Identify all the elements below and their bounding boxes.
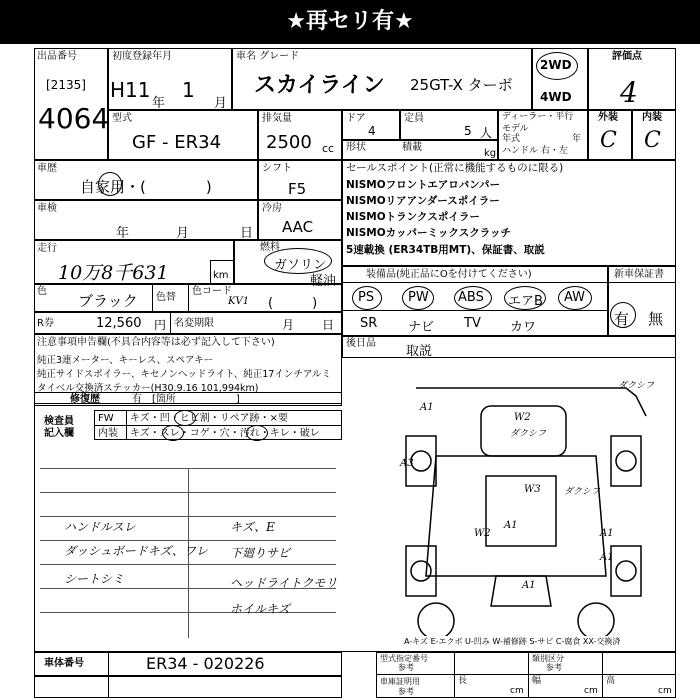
capacity-unit: 人 bbox=[480, 126, 493, 140]
shape-label: 形状 bbox=[346, 142, 366, 153]
dealer-label: ディーラー・平行 bbox=[502, 112, 574, 122]
handnote-right-1: キズ、E bbox=[230, 520, 275, 534]
later-label: 後日品 bbox=[346, 338, 376, 349]
history-circle-mark bbox=[98, 172, 122, 196]
drive-circle-mark bbox=[536, 52, 578, 80]
equipment-pw: PW bbox=[408, 290, 429, 305]
load-label: 積載 bbox=[402, 142, 422, 153]
first-reg-month: 1 bbox=[182, 78, 195, 102]
equipment-header: 装備品(純正品にOを付けてください) bbox=[366, 269, 532, 280]
capacity-value: 5 bbox=[464, 124, 472, 138]
footer-ref-2: 参考 bbox=[546, 663, 562, 672]
inspection-month: 月 bbox=[176, 226, 190, 241]
interior-label: 内装 bbox=[642, 112, 662, 123]
recycle-unit: 円 bbox=[154, 318, 167, 332]
equipment-circle-ps bbox=[352, 286, 382, 310]
equipment-abs: ABS bbox=[458, 290, 484, 305]
handle-label: ハンドル 右・左 bbox=[502, 146, 568, 156]
sales-points-header: セールスポイント(正常に機能するものに限る) bbox=[346, 162, 564, 174]
notes-line-1: 純正3連メーター、キーレス、スペアキー bbox=[37, 355, 214, 366]
inspector-fw: FW bbox=[98, 413, 114, 424]
chassis-extra-divider bbox=[108, 676, 109, 698]
sales-point-1: NISMOフロントエアロバンパー bbox=[346, 179, 500, 191]
diagram-cabin bbox=[486, 476, 556, 546]
name-change-month: 月 bbox=[282, 318, 295, 332]
mileage-value: 10万8千631 bbox=[58, 262, 169, 284]
diagram-wheel-fr bbox=[616, 451, 636, 471]
drive-4wd: 4WD bbox=[540, 90, 572, 104]
diagram-legend: A-キズ E-エクボ U-凹み W-補修跡 S-サビ C-腐食 XX-交換済 bbox=[404, 637, 621, 646]
equipment-circle-pw bbox=[402, 286, 434, 310]
diagram-mark-2: A1 bbox=[420, 402, 434, 413]
equipment-circle-abs bbox=[454, 286, 492, 310]
handnote-right-2: 下廻りサビ bbox=[230, 546, 291, 560]
fuel-label: 燃料 bbox=[260, 242, 280, 253]
inspector-circle-1 bbox=[174, 410, 196, 426]
footer-col-2 bbox=[528, 652, 529, 698]
name-change-label: 名変期限 bbox=[174, 318, 214, 329]
footer-length-unit: cm bbox=[510, 686, 524, 696]
equipment-circle-airbag bbox=[504, 286, 546, 310]
doors-label: ドア bbox=[346, 113, 366, 124]
shift-value: F5 bbox=[288, 180, 307, 198]
model-year-label1: モデル bbox=[502, 124, 529, 134]
shift-label: シフト bbox=[262, 163, 292, 174]
inspector-circle-3 bbox=[246, 425, 268, 441]
color-divider-2 bbox=[188, 284, 189, 312]
diagram-wheel-rr bbox=[616, 561, 636, 581]
interior-value: C bbox=[644, 128, 661, 153]
diagram-mark-10: A1 bbox=[600, 528, 614, 539]
inspector-interior: 内装 bbox=[98, 428, 118, 439]
footer-class-label: 類別区分 bbox=[532, 654, 564, 663]
diagram-mark-3: W2 bbox=[514, 412, 531, 423]
color-label: 色 bbox=[37, 286, 47, 297]
color-change-label: 色替 bbox=[156, 292, 176, 303]
diagram-mark-1: ダクシフ bbox=[618, 381, 655, 391]
later-value: 取説 bbox=[406, 344, 433, 359]
diagram-body bbox=[426, 456, 606, 576]
model-name-label: 車名 グレード bbox=[236, 51, 300, 62]
equipment-divider-2 bbox=[342, 310, 608, 311]
history-label: 車歴 bbox=[37, 163, 57, 174]
footer-length: 長 bbox=[458, 676, 468, 686]
inspector-interior-text: キズ・スレ・コゲ・穴・汚れ・キレ・破レ bbox=[130, 428, 320, 439]
equipment-navi: ナビ bbox=[408, 320, 435, 335]
handnote-right-4: ホイルキズ bbox=[230, 602, 290, 616]
score-label: 評価点 bbox=[612, 51, 642, 62]
equipment-aw: AW bbox=[564, 290, 586, 305]
notes-line-2: 純正サイドスポイラー、キセノンヘッドライト、純正17インチアルミ bbox=[37, 369, 331, 380]
lot-number: 4064 bbox=[38, 102, 110, 135]
fuel-diesel: 軽油 bbox=[310, 274, 337, 289]
capacity-label: 定員 bbox=[404, 113, 424, 124]
diagram-top-curve bbox=[416, 388, 646, 416]
inspector-col-divider bbox=[126, 410, 127, 440]
inspection-box bbox=[34, 200, 258, 240]
exterior-value: C bbox=[600, 128, 617, 153]
warranty-divider bbox=[608, 282, 676, 283]
recycle-label: R券 bbox=[37, 318, 54, 329]
ac-label: 冷房 bbox=[262, 203, 282, 214]
footer-height: 高 bbox=[606, 676, 616, 686]
color-value: ブラック bbox=[78, 292, 138, 310]
equipment-circle-aw bbox=[558, 286, 592, 310]
warranty-circle-mark bbox=[610, 302, 636, 328]
displacement-value: 2500 bbox=[266, 132, 312, 153]
inspector-circle-2 bbox=[162, 425, 184, 441]
equipment-airbag: エアB bbox=[508, 294, 543, 309]
fuel-gasoline: ガソリン bbox=[274, 258, 327, 273]
footer-width: 幅 bbox=[532, 676, 542, 686]
first-reg-year-unit: 年 bbox=[152, 96, 166, 111]
fuel-other: ( ) bbox=[268, 296, 318, 311]
chassis-divider bbox=[108, 652, 109, 676]
footer-divider bbox=[376, 674, 676, 675]
score-value: 4 bbox=[620, 76, 638, 109]
inspection-year: 年 bbox=[116, 226, 130, 241]
lot-label: 出品番号 bbox=[37, 51, 77, 62]
color-code-value: KV1 bbox=[228, 296, 250, 307]
inspection-day: 日 bbox=[240, 226, 254, 241]
handnote-left-3: シートシミ bbox=[64, 572, 125, 586]
recycle-value: 12,560 bbox=[96, 316, 142, 331]
footer-ref-1: 参考 bbox=[398, 663, 414, 672]
notes-header: 注意事項申告欄(不具合内容等は必ず記入して下さい) bbox=[37, 337, 275, 348]
drive-2wd: 2WD bbox=[540, 58, 572, 72]
auction-sheet bbox=[34, 48, 676, 698]
inspector-fw-text: キズ・凹・ヒビ割・リペア跡・×要 bbox=[130, 413, 288, 424]
footer-width-unit: cm bbox=[584, 686, 598, 696]
mileage-unit: km bbox=[213, 270, 229, 281]
inspection-label: 車検 bbox=[37, 203, 57, 214]
warranty-yes: 有 bbox=[614, 310, 630, 328]
handnote-left-2: ダッシュボードキズ、ワレ bbox=[64, 544, 208, 558]
footer-ref-3: 参考 bbox=[398, 687, 414, 696]
chassis-value: ER34 - 020226 bbox=[146, 654, 265, 673]
equipment-leather: カワ bbox=[510, 320, 537, 335]
model-name: スカイライン bbox=[254, 73, 385, 98]
repair-location: [箇所 ] bbox=[152, 394, 240, 405]
diagram-spare-left bbox=[418, 603, 454, 636]
diagram-wheel-rl bbox=[411, 561, 431, 581]
load-unit: kg bbox=[484, 148, 497, 159]
equipment-divider bbox=[342, 282, 608, 283]
name-change-day: 日 bbox=[322, 318, 335, 332]
inspector-divider bbox=[94, 425, 342, 426]
footer-height-unit: cm bbox=[658, 686, 672, 696]
recycle-divider bbox=[170, 312, 171, 334]
diagram-spare-right bbox=[578, 603, 614, 636]
history-value: 自家用・( ) bbox=[80, 178, 212, 196]
warranty-header: 新車保証書 bbox=[614, 269, 664, 280]
sales-point-3: NISMOトランクスポイラー bbox=[346, 211, 480, 223]
sales-point-2: NISMOリアアンダースポイラー bbox=[346, 195, 500, 207]
first-reg-month-unit: 月 bbox=[214, 96, 228, 111]
car-diagram bbox=[396, 376, 666, 636]
footer-cert-label: 車庫証明用 bbox=[380, 677, 420, 686]
type-label: 型式 bbox=[112, 113, 132, 124]
model-year-unit: 年 bbox=[572, 134, 582, 144]
diagram-mark-12: A1 bbox=[600, 552, 614, 563]
model-grade: 25GT-X ターボ bbox=[410, 76, 513, 94]
color-code-label: 色コード bbox=[192, 286, 232, 297]
diagram-mark-4: ダクシフ bbox=[510, 429, 547, 439]
footer-type-label: 型式指定番号 bbox=[380, 654, 428, 663]
diagram-mark-9: W2 bbox=[474, 528, 491, 539]
equipment-tv: TV bbox=[464, 316, 481, 331]
sales-point-4: NISMOカッパーミックスクラッチ bbox=[346, 227, 512, 239]
equipment-ps: PS bbox=[358, 290, 375, 305]
exterior-label: 外装 bbox=[598, 112, 618, 123]
repair-label: 修復歴 bbox=[70, 394, 100, 405]
chassis-extra-row bbox=[34, 676, 342, 698]
displacement-label: 排気量 bbox=[262, 113, 292, 124]
doors-value: 4 bbox=[368, 124, 376, 138]
later-box bbox=[342, 336, 676, 358]
model-year-label2: 年式 bbox=[502, 134, 521, 144]
repair-value: 有 bbox=[132, 394, 142, 405]
lot-code: [2135] bbox=[46, 78, 86, 92]
handnote-left-1: ハンドルスレ bbox=[64, 520, 136, 534]
footer-col-1 bbox=[454, 652, 455, 698]
diagram-wheel-fl bbox=[411, 451, 431, 471]
inspector-label-1: 検査員 bbox=[44, 416, 74, 427]
type-value: GF - ER34 bbox=[132, 132, 222, 153]
diagram-mark-11: A1 bbox=[522, 580, 536, 591]
diagram-mark-7: ダクシフ bbox=[564, 487, 601, 497]
inspector-label-2: 記入欄 bbox=[44, 428, 74, 439]
equipment-sr: SR bbox=[360, 316, 378, 331]
resale-banner: ★再セリ有★ bbox=[0, 0, 700, 44]
mileage-label: 走行 bbox=[37, 243, 57, 254]
diagram-mark-5: A3 bbox=[400, 458, 414, 469]
diagram-mark-6: W3 bbox=[524, 484, 541, 495]
diagram-mark-8: A1 bbox=[504, 520, 518, 531]
warranty-no: 無 bbox=[648, 310, 664, 328]
notes-line-3: タイベル交換済ステッカー(H30.9.16 101,994km) bbox=[37, 383, 259, 394]
first-reg-era-year: H11 bbox=[110, 78, 151, 102]
chassis-label: 車体番号 bbox=[44, 658, 84, 669]
color-divider bbox=[152, 284, 153, 312]
sales-point-5: 5速載換 (ER34TB用MT)、保証書、取説 bbox=[346, 244, 545, 256]
footer-col-3 bbox=[602, 652, 603, 698]
handnote-right-3: ヘッドライトクモリ bbox=[230, 576, 338, 590]
diagram-rear bbox=[491, 576, 551, 606]
first-reg-label: 初度登録年月 bbox=[112, 51, 172, 62]
ac-value: AAC bbox=[282, 218, 314, 236]
displacement-unit: cc bbox=[322, 142, 335, 155]
